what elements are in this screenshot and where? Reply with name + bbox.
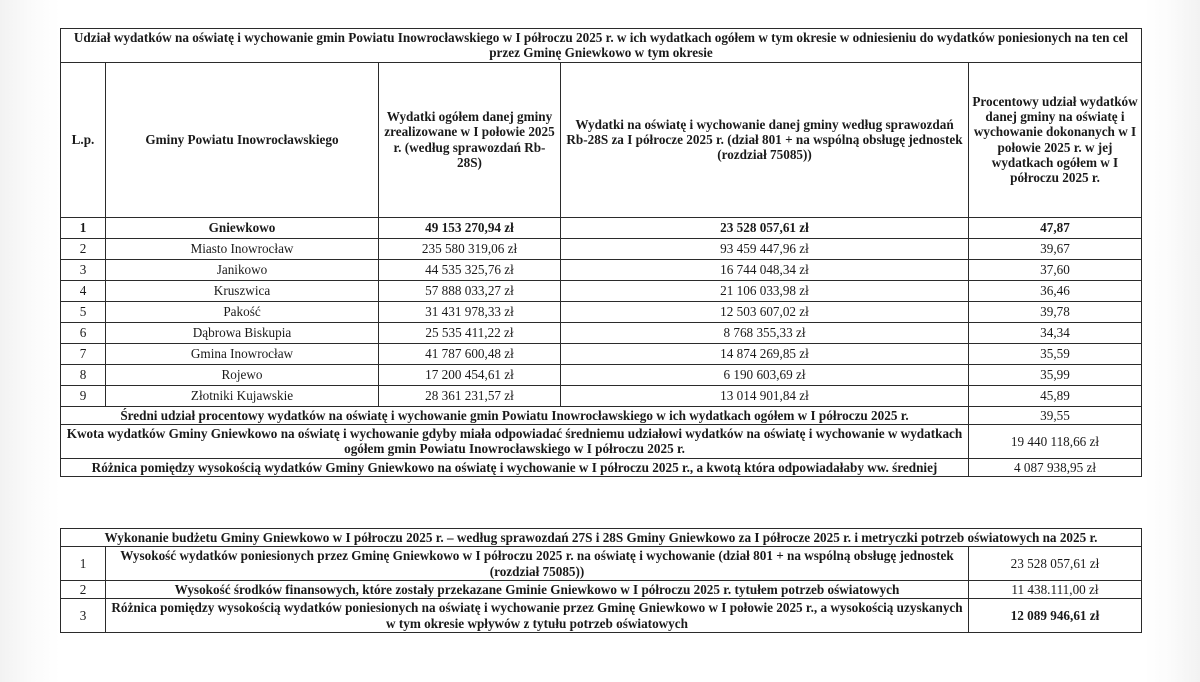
budget-execution-table [60, 528, 1142, 633]
cell-gmina: Miasto Inowrocław [106, 238, 379, 259]
cell-wydatki-oswiata: 23 528 057,61 zł [561, 217, 969, 238]
cell-procent: 35,99 [969, 364, 1142, 385]
table-row [61, 322, 1142, 343]
cell-lp: 1 [61, 547, 106, 581]
summary-label-difference: Różnica pomiędzy wysokością wydatków Gminy Gniewkowo na oświatę i wychowanie w I półroczu 2025 r., a kwotą która odpowiadałaby ww. średniej [61, 458, 969, 476]
cell-wydatki-oswiata: 6 190 603,69 zł [561, 364, 969, 385]
cell-wydatki-oswiata: 93 459 447,96 zł [561, 238, 969, 259]
cell-procent: 47,87 [969, 217, 1142, 238]
cell-wydatki-oswiata: 8 768 355,33 zł [561, 322, 969, 343]
table-row [61, 599, 1142, 633]
cell-wydatki-ogolem: 49 153 270,94 zł [379, 217, 561, 238]
cell-procent: 36,46 [969, 280, 1142, 301]
table-two-title: Wykonanie budżetu Gminy Gniewkowo w I półroczu 2025 r. – według sprawozdań 27S i 28S Gminy Gniewkowo za I półrocze 2025 r. i metryczki potrzeb oświatowych na 2025 r. [61, 529, 1142, 547]
cell-wydatki-ogolem: 44 535 325,76 zł [379, 259, 561, 280]
cell-lp: 8 [61, 364, 106, 385]
cell-lp: 2 [61, 238, 106, 259]
table-row [61, 385, 1142, 406]
cell-description: Wysokość wydatków poniesionych przez Gminę Gniewkowo w I półroczu 2025 r. na oświatę i wychowanie (dział 801 + na wspólną obsługę jednostek (rozdział 75085)) [106, 547, 969, 581]
cell-gmina: Kruszwica [106, 280, 379, 301]
summary-value-hypothetical-amount: 19 440 118,66 zł [969, 424, 1142, 458]
cell-value: 23 528 057,61 zł [969, 547, 1142, 581]
column-header-lp: L.p. [61, 62, 106, 217]
page-left-shadow [0, 0, 60, 682]
table-row [61, 259, 1142, 280]
table-two-title-row [61, 529, 1142, 547]
cell-lp: 3 [61, 259, 106, 280]
table-row [61, 301, 1142, 322]
column-header-gmina: Gminy Powiatu Inowrocławskiego [106, 62, 379, 217]
cell-procent: 39,78 [969, 301, 1142, 322]
cell-procent: 34,34 [969, 322, 1142, 343]
cell-lp: 2 [61, 580, 106, 598]
cell-gmina: Gniewkowo [106, 217, 379, 238]
cell-wydatki-ogolem: 41 787 600,48 zł [379, 343, 561, 364]
cell-gmina: Rojewo [106, 364, 379, 385]
column-header-wydatki-ogolem: Wydatki ogółem danej gminy zrealizowane w I połowie 2025 r. (według sprawozdań Rb-28S) [379, 62, 561, 217]
cell-wydatki-ogolem: 235 580 319,06 zł [379, 238, 561, 259]
summary-row-difference [61, 458, 1142, 476]
cell-description: Wysokość środków finansowych, które zostały przekazane Gminie Gniewkowo w I półroczu 2025 r. tytułem potrzeb oświatowych [106, 580, 969, 598]
cell-wydatki-ogolem: 57 888 033,27 zł [379, 280, 561, 301]
table-row [61, 238, 1142, 259]
cell-lp: 9 [61, 385, 106, 406]
cell-lp: 3 [61, 599, 106, 633]
cell-lp: 5 [61, 301, 106, 322]
column-header-procent: Procentowy udział wydatków danej gminy na oświatę i wychowanie dokonanych w I połowie 2025 r. w jej wydatkach ogółem w I półroczu 2025 r. [969, 62, 1142, 217]
cell-value: 11 438.111,00 zł [969, 580, 1142, 598]
cell-wydatki-oswiata: 12 503 607,02 zł [561, 301, 969, 322]
cell-gmina: Gmina Inowrocław [106, 343, 379, 364]
cell-wydatki-ogolem: 17 200 454,61 zł [379, 364, 561, 385]
table-row [61, 217, 1142, 238]
cell-gmina: Pakość [106, 301, 379, 322]
cell-procent: 39,67 [969, 238, 1142, 259]
table-row [61, 364, 1142, 385]
expenditure-share-table [60, 28, 1142, 477]
table-row [61, 280, 1142, 301]
summary-value-average: 39,55 [969, 406, 1142, 424]
cell-lp: 4 [61, 280, 106, 301]
table-row [61, 580, 1142, 598]
summary-label-hypothetical-amount: Kwota wydatków Gminy Gniewkowo na oświatę i wychowanie gdyby miała odpowiadać średniemu udziałowi wydatków na oświatę i wychowanie w wydatkach ogółem gmin Powiatu Inowrocławskiego w I półroczu 2025 r. [61, 424, 969, 458]
cell-lp: 7 [61, 343, 106, 364]
table-one-title: Udział wydatków na oświatę i wychowanie gmin Powiatu Inowrocławskiego w I półroczu 2025 r. w ich wydatkach ogółem w tym okresie w odniesieniu do wydatków poniesionych na ten cel przez Gminę Gniewkowo w tym okresie [61, 29, 1142, 63]
cell-wydatki-oswiata: 16 744 048,34 zł [561, 259, 969, 280]
table-one-header-row [61, 62, 1142, 217]
table-one-title-row [61, 29, 1142, 63]
cell-gmina: Dąbrowa Biskupia [106, 322, 379, 343]
summary-label-average: Średni udział procentowy wydatków na oświatę i wychowanie gmin Powiatu Inowrocławskiego w ich wydatkach ogółem w I półroczu 2025 r. [61, 406, 969, 424]
page-right-shadow [1145, 0, 1200, 682]
cell-wydatki-oswiata: 13 014 901,84 zł [561, 385, 969, 406]
summary-row-hypothetical-amount [61, 424, 1142, 458]
cell-wydatki-oswiata: 21 106 033,98 zł [561, 280, 969, 301]
table-row [61, 547, 1142, 581]
cell-lp: 1 [61, 217, 106, 238]
cell-gmina: Janikowo [106, 259, 379, 280]
cell-gmina: Złotniki Kujawskie [106, 385, 379, 406]
cell-wydatki-ogolem: 31 431 978,33 zł [379, 301, 561, 322]
cell-procent: 35,59 [969, 343, 1142, 364]
cell-description: Różnica pomiędzy wysokością wydatków poniesionych na oświatę i wychowanie przez Gminę Gniewkowo w I połowie 2025 r., a wysokością uzyskanych w tym okresie wpływów z tytułu potrzeb oświatowych [106, 599, 969, 633]
cell-value: 12 089 946,61 zł [969, 599, 1142, 633]
cell-wydatki-ogolem: 28 361 231,57 zł [379, 385, 561, 406]
table-row [61, 343, 1142, 364]
summary-value-difference: 4 087 938,95 zł [969, 458, 1142, 476]
cell-wydatki-oswiata: 14 874 269,85 zł [561, 343, 969, 364]
summary-row-average [61, 406, 1142, 424]
cell-procent: 45,89 [969, 385, 1142, 406]
cell-procent: 37,60 [969, 259, 1142, 280]
column-header-wydatki-oswiata: Wydatki na oświatę i wychowanie danej gminy według sprawozdań Rb-28S za I półrocze 2025 r. (dział 801 + na wspólną obsługę jednostek (rozdział 75085)) [561, 62, 969, 217]
cell-wydatki-ogolem: 25 535 411,22 zł [379, 322, 561, 343]
cell-lp: 6 [61, 322, 106, 343]
